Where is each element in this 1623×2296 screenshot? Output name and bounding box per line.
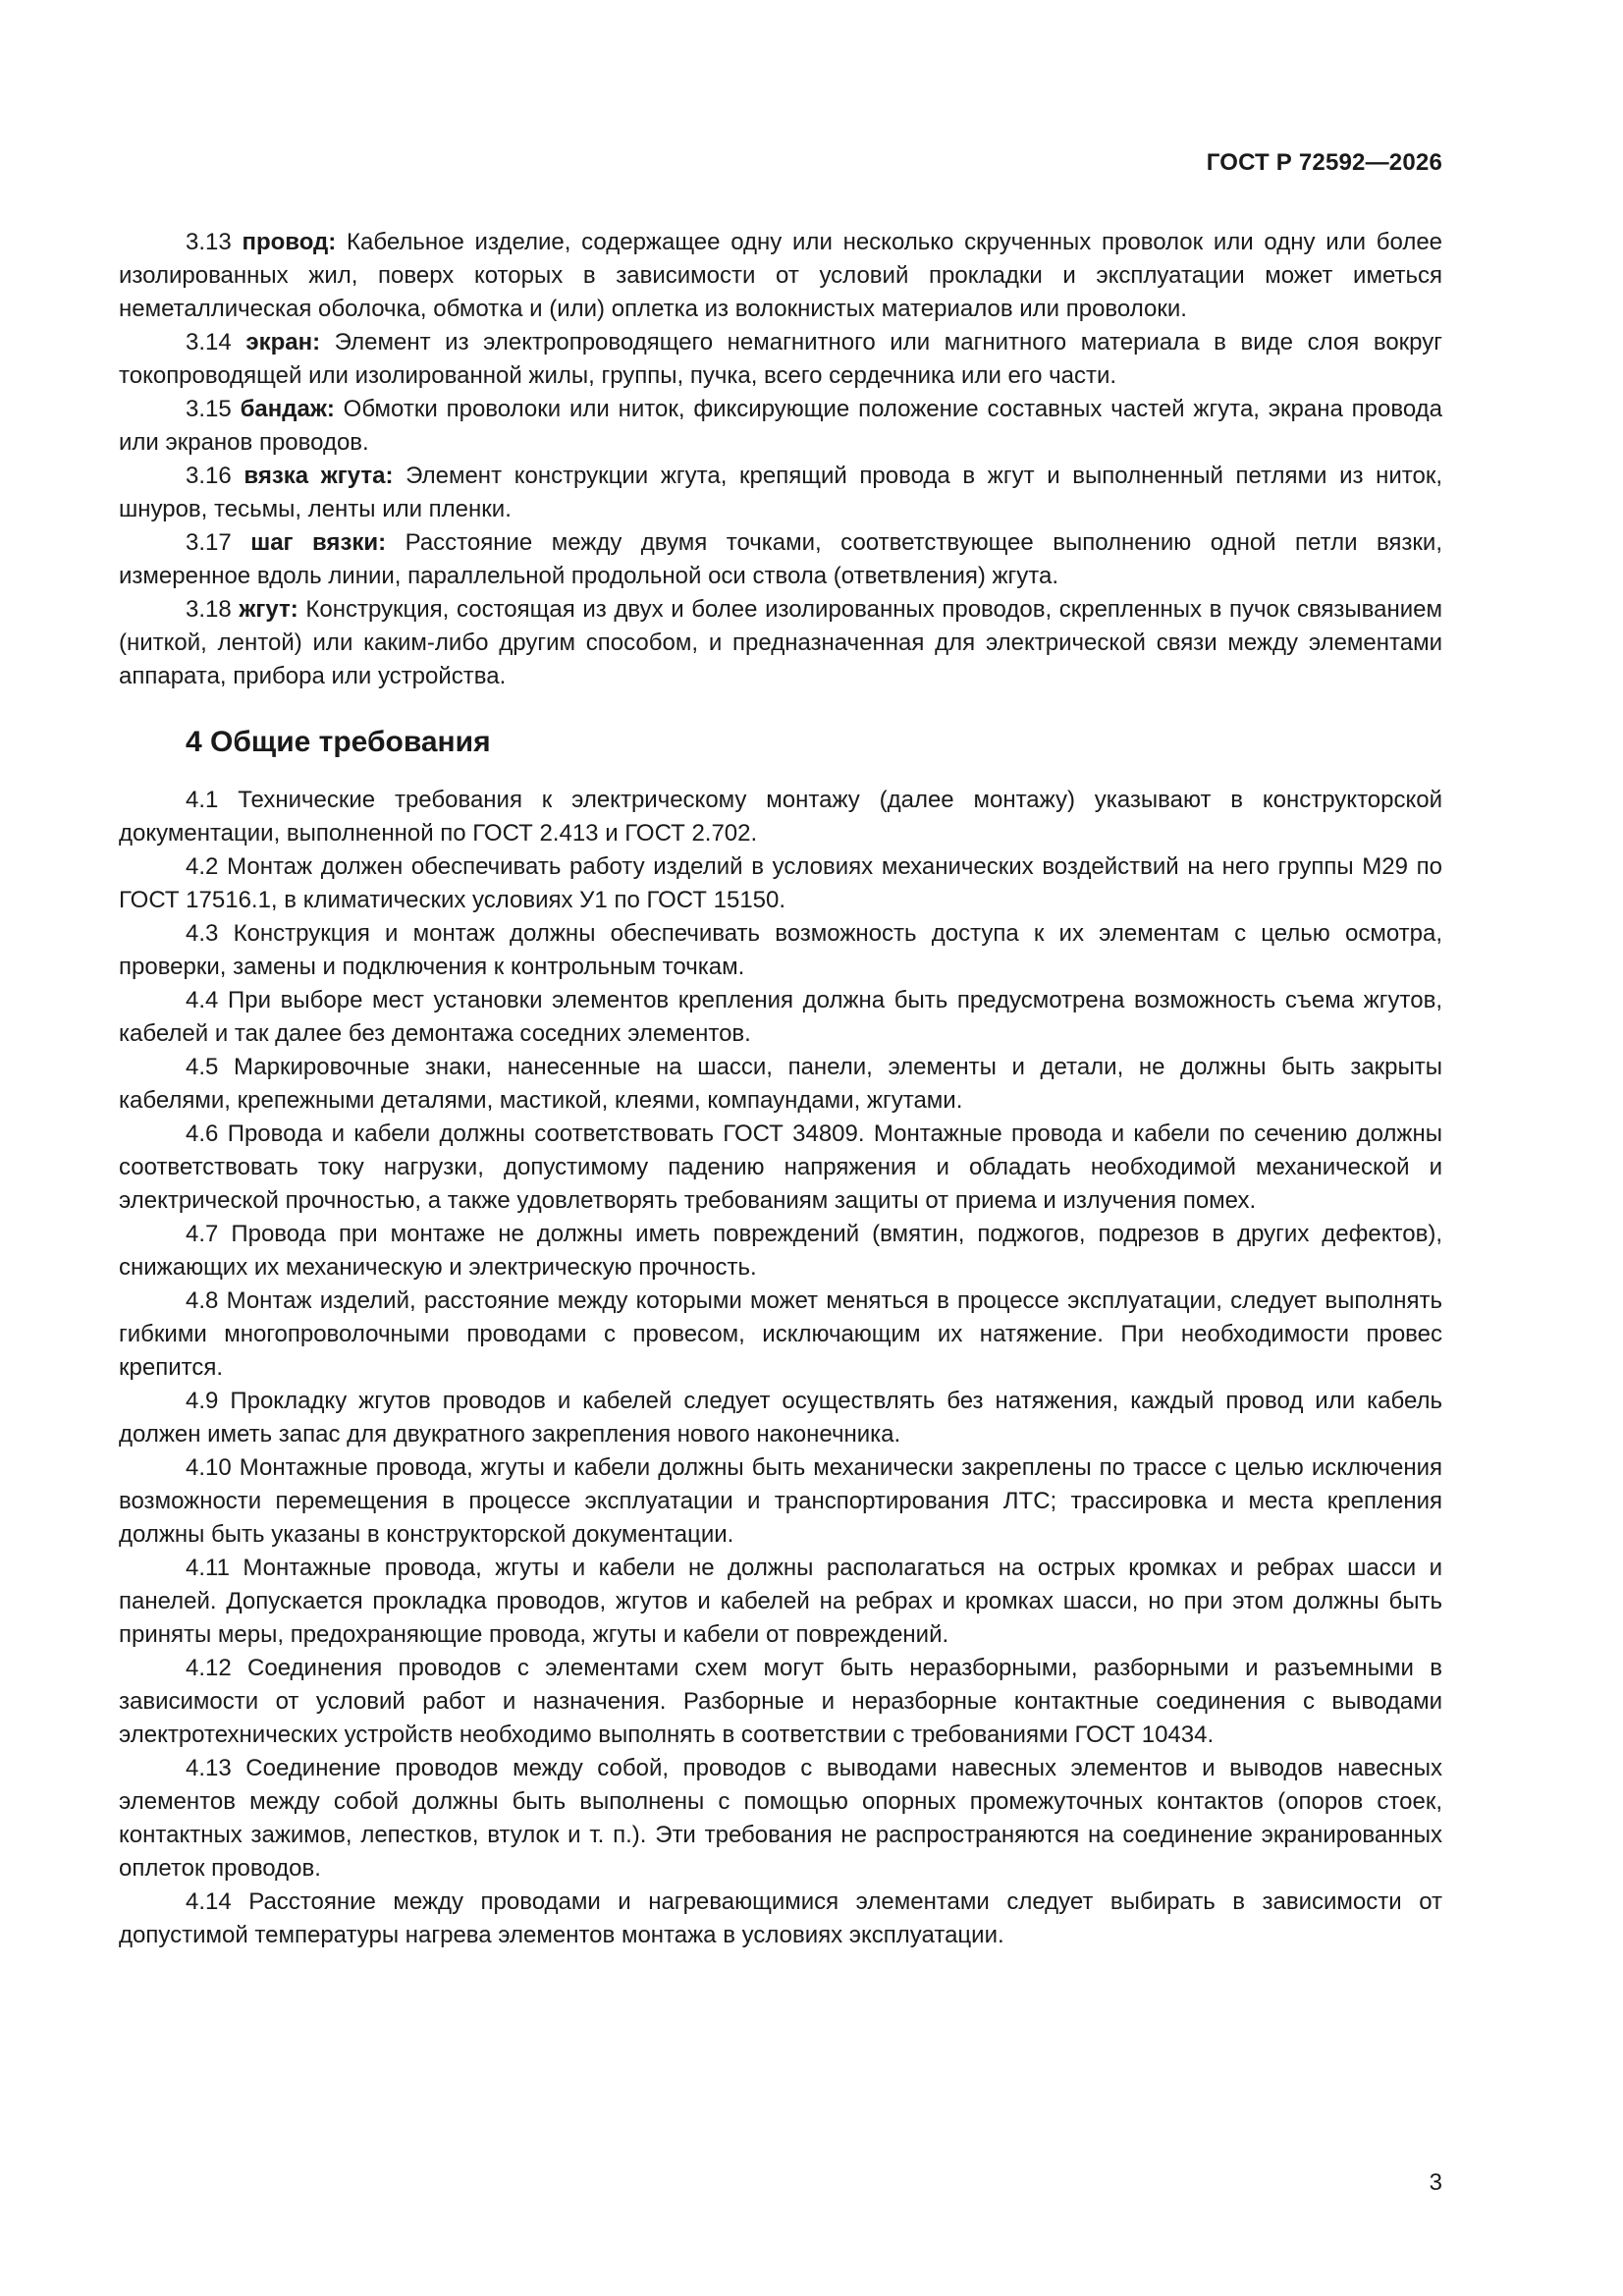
clause-number: 4.7 <box>186 1221 219 1247</box>
requirement-paragraph <box>119 1652 1442 1752</box>
requirement-text: Провода при монтаже не должны иметь повреждений (вмятин, поджогов, подрезов в других дефектов), снижающих их механическую и электрическую прочность. <box>119 1221 1442 1281</box>
requirement-text: Монтажные провода, жгуты и кабели должны быть механически закреплены по трассе с целью исключения возможности перемещения в процессе эксплуатации и транспортирования ЛТС; трассировка и места крепления должны быть указаны в конструкторской документации. <box>119 1454 1442 1548</box>
requirement-paragraph <box>119 1051 1442 1118</box>
definition-text: Элемент из электропроводящего немагнитного или магнитного материала в виде слоя вокруг токопроводящей или изолированной жилы, группы, пучка, всего сердечника или его части. <box>119 329 1442 389</box>
requirement-paragraph <box>119 1451 1442 1552</box>
clause-number: 4.4 <box>186 987 219 1013</box>
requirements-list <box>119 784 1442 1952</box>
requirement-paragraph <box>119 917 1442 984</box>
requirement-text: Расстояние между проводами и нагревающимися элементами следует выбирать в зависимости от допустимой температуры нагрева элементов монтажа в условиях эксплуатации. <box>119 1888 1442 1948</box>
requirement-paragraph <box>119 984 1442 1051</box>
defined-term: экран: <box>245 329 321 355</box>
document-body <box>119 226 1442 1952</box>
document-code-header: ГОСТ Р 72592—2026 <box>1206 149 1442 176</box>
requirement-paragraph <box>119 1118 1442 1218</box>
requirement-text: Конструкция и монтаж должны обеспечивать возможность доступа к их элементам с целью осмотра, проверки, замены и подключения к контрольным точкам. <box>119 920 1442 980</box>
defined-term: жгут: <box>239 596 298 623</box>
requirement-paragraph <box>119 1385 1442 1451</box>
requirement-text: Прокладку жгутов проводов и кабелей следует осуществлять без натяжения, каждый провод или кабель должен иметь запас для двукратного закрепления нового наконечника. <box>119 1388 1443 1448</box>
clause-number: 4.1 <box>186 787 219 813</box>
definition-text: Обмотки проволоки или ниток, фиксирующие положение составных частей жгута, экрана провода или экранов проводов. <box>119 396 1443 456</box>
requirement-text: Соединения проводов с элементами схем могут быть неразборными, разборными и разъемными в зависимости от условий работ и назначения. Разборные и неразборные контактные соединения с выводами электротехнических устройств необходимо выполнять в соответствии с требованиями ГОСТ 10434. <box>119 1655 1443 1748</box>
clause-number: 3.15 <box>186 396 232 422</box>
clause-number: 3.14 <box>186 329 232 355</box>
requirement-paragraph <box>119 1285 1442 1385</box>
definition-paragraph <box>119 226 1442 326</box>
definitions-list <box>119 226 1442 693</box>
requirement-text: При выборе мест установки элементов крепления должна быть предусмотрена возможность съема жгутов, кабелей и так далее без демонтажа соседних элементов. <box>119 987 1442 1047</box>
definition-paragraph <box>119 460 1442 526</box>
clause-number: 4.2 <box>186 853 219 880</box>
definition-paragraph <box>119 526 1442 593</box>
definition-paragraph <box>119 326 1442 393</box>
clause-number: 4.9 <box>186 1388 219 1414</box>
definition-text: Элемент конструкции жгута, крепящий провода в жгут и выполненный петлями из ниток, шнуров, тесьмы, ленты или пленки. <box>119 463 1443 522</box>
clause-number: 4.11 <box>186 1555 230 1581</box>
requirement-paragraph <box>119 850 1442 917</box>
definition-text: Кабельное изделие, содержащее одну или несколько скрученных проволок или одну или более изолированных жил, поверх которых в зависимости от условий прокладки и эксплуатации может иметься неметаллическая оболочка, обмотка и (или) оплетка из волокнистых материалов или проволоки. <box>119 229 1443 322</box>
clause-number: 4.3 <box>186 920 219 947</box>
requirement-text: Монтаж должен обеспечивать работу изделий в условиях механических воздействий на него группы М29 по ГОСТ 17516.1, в климатических условиях У1 по ГОСТ 15150. <box>119 853 1442 913</box>
definition-paragraph <box>119 393 1442 460</box>
requirement-text: Маркировочные знаки, нанесенные на шасси, панели, элементы и детали, не должны быть закрыты кабелями, крепежными деталями, мастикой, клеями, компаундами, жгутами. <box>119 1054 1443 1114</box>
requirement-paragraph <box>119 1886 1442 1952</box>
defined-term: шаг вязки: <box>250 529 387 556</box>
defined-term: вязка жгута: <box>243 463 394 489</box>
definition-text: Расстояние между двумя точками, соответствующее выполнению одной петли вязки, измеренное вдоль линии, параллельной продольной оси ствола (ответвления) жгута. <box>119 529 1442 589</box>
requirement-paragraph <box>119 1218 1442 1285</box>
clause-number: 4.13 <box>186 1755 232 1781</box>
clause-number: 3.17 <box>186 529 232 556</box>
clause-number: 4.6 <box>186 1121 219 1147</box>
clause-number: 3.13 <box>186 229 232 255</box>
requirement-text: Монтаж изделий, расстояние между которыми может меняться в процессе эксплуатации, следует выполнять гибкими многопроволочными проводами с провесом, исключающим их натяжение. При необходимости провес крепится. <box>119 1287 1442 1381</box>
requirement-paragraph <box>119 784 1442 850</box>
clause-number: 4.12 <box>186 1655 232 1681</box>
requirement-paragraph <box>119 1752 1442 1886</box>
section-heading: 4 Общие требования <box>186 726 491 758</box>
page-number: 3 <box>1429 2169 1442 2196</box>
requirement-text: Соединение проводов между собой, проводов с выводами навесных элементов и выводов навесных элементов между собой должны быть выполнены с помощью опорных промежуточных контактов (опоров стоек, контактных зажимов, лепестков, втулок и т. п.). Эти требования не распространяются на соединение экранированных оплеток проводов. <box>119 1755 1442 1882</box>
requirement-text: Провода и кабели должны соответствовать ГОСТ 34809. Монтажные провода и кабели по сечению должны соответствовать току нагрузки, допустимому падению напряжения и обладать необходимой механической и электрической прочностью, а также удовлетворять требованиям защиты от приема и излучения помех. <box>119 1121 1442 1214</box>
clause-number: 3.18 <box>186 596 232 623</box>
definition-paragraph <box>119 593 1442 693</box>
clause-number: 3.16 <box>186 463 232 489</box>
requirement-paragraph <box>119 1552 1442 1652</box>
definition-text: Конструкция, состоящая из двух и более изолированных проводов, скрепленных в пучок связыванием (ниткой, лентой) или каким-либо другим способом, и предназначенная для электрической связи между элементами аппарата, прибора или устройства. <box>119 596 1443 689</box>
requirement-text: Технические требования к электрическому монтажу (далее монтажу) указывают в конструкторской документации, выполненной по ГОСТ 2.413 и ГОСТ 2.702. <box>119 787 1443 847</box>
requirement-text: Монтажные провода, жгуты и кабели не должны располагаться на острых кромках и ребрах шасси и панелей. Допускается прокладка проводов, жгутов и кабелей на ребрах и кромках шасси, но при этом должны быть приняты меры, предохраняющие провода, жгуты и кабели от повреждений. <box>119 1555 1442 1648</box>
defined-term: провод: <box>242 229 337 255</box>
clause-number: 4.10 <box>186 1454 232 1481</box>
clause-number: 4.14 <box>186 1888 232 1915</box>
clause-number: 4.5 <box>186 1054 219 1080</box>
defined-term: бандаж: <box>240 396 335 422</box>
clause-number: 4.8 <box>186 1287 219 1314</box>
